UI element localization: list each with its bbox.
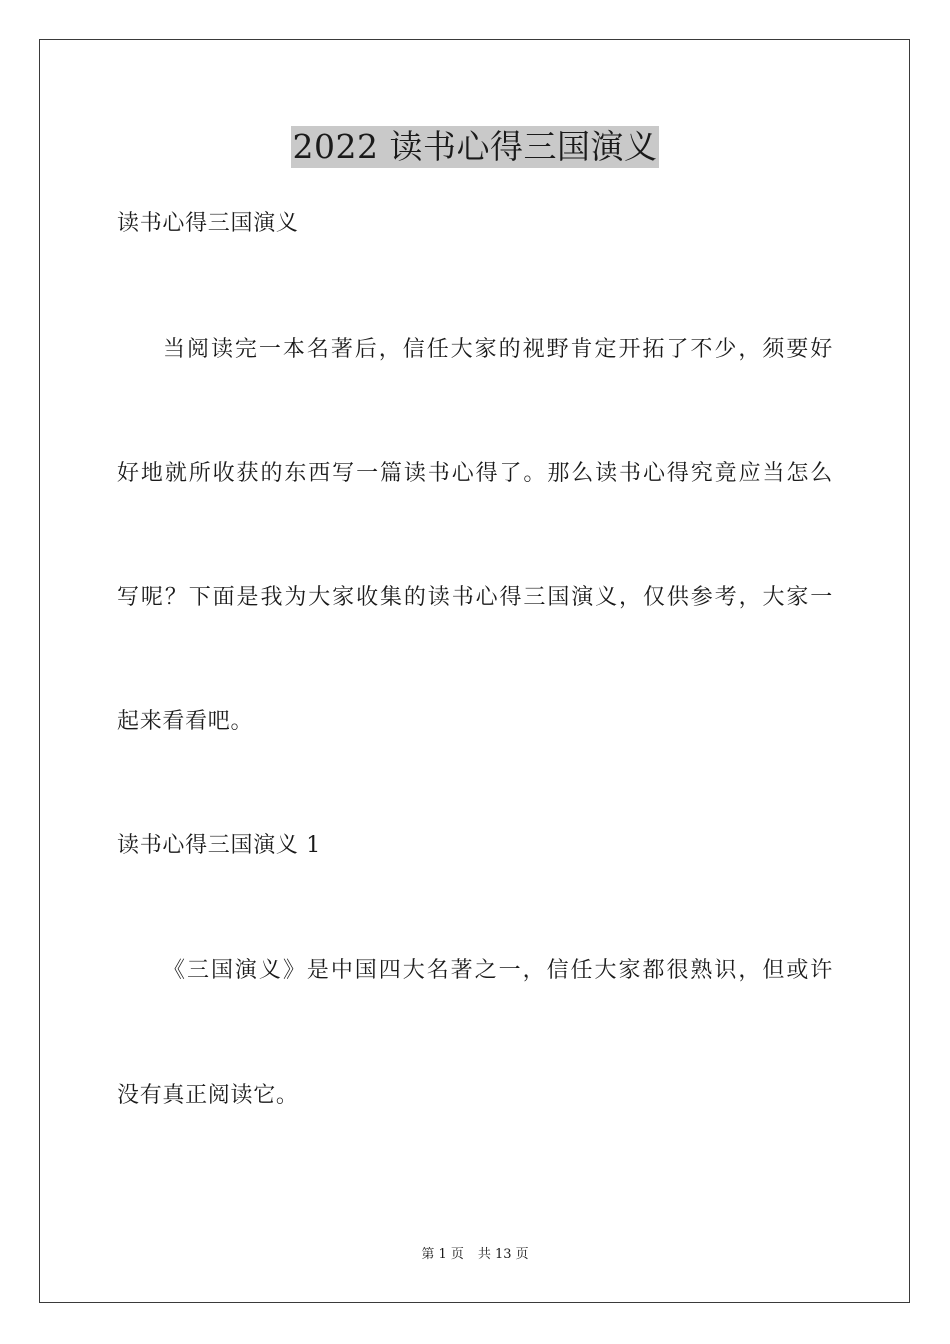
paragraph-line: 《三国演义》是中国四大名著之一，信任大家都很熟识，但或许 <box>163 958 833 983</box>
page-number-total: 共 13 页 <box>477 1247 529 1262</box>
paragraph-line: 好地就所收获的东西写一篇读书心得了。那么读书心得究竟应当怎么 <box>117 461 833 486</box>
title-container <box>0 126 950 168</box>
page-footer <box>0 1246 950 1264</box>
paragraph-line: 写呢？下面是我为大家收集的读书心得三国演义，仅供参考，大家一 <box>117 585 833 610</box>
document-title: 2022 读书心得三国演义 <box>292 127 658 166</box>
paragraph-line: 没有真正阅读它。 <box>117 1083 299 1108</box>
subtitle-line: 读书心得三国演义 <box>117 211 299 236</box>
page-number-current: 第 1 页 <box>421 1247 464 1262</box>
section-heading: 读书心得三国演义 1 <box>117 833 321 858</box>
paragraph-line: 起来看看吧。 <box>117 709 254 734</box>
paragraph-line: 当阅读完一本名著后，信任大家的视野肯定开拓了不少，须要好 <box>163 337 833 362</box>
